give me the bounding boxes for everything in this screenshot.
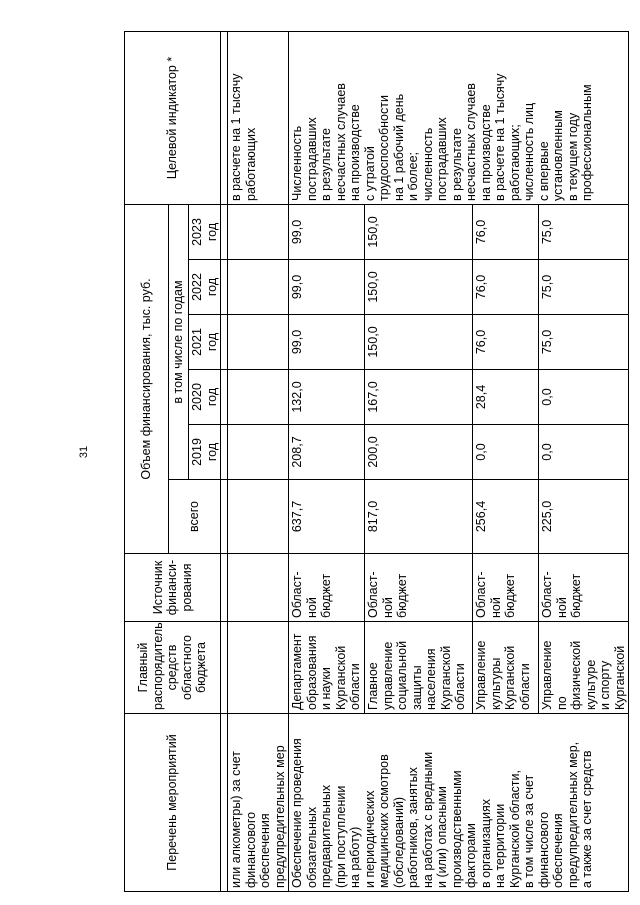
empty-cell bbox=[228, 370, 289, 425]
page-number: 31 bbox=[78, 445, 90, 459]
indicator-cell: в расчете на 1 тысячу работающих bbox=[228, 31, 289, 204]
source-cell: Област- ной бюджет bbox=[365, 554, 473, 622]
year-value: 0,0 bbox=[473, 425, 539, 480]
year-value: 0,0 bbox=[539, 425, 629, 480]
gap-cell bbox=[221, 425, 228, 480]
year-value: 0,0 bbox=[539, 370, 629, 425]
header-year: 2020 год bbox=[189, 370, 221, 425]
year-value: 150,0 bbox=[365, 260, 473, 315]
year-value: 200,0 bbox=[365, 425, 473, 480]
header-source: Источник финанси-рования bbox=[125, 554, 221, 622]
header-year: 2021 год bbox=[189, 315, 221, 370]
empty-cell bbox=[228, 260, 289, 315]
gap-cell bbox=[221, 622, 228, 714]
table-row bbox=[289, 31, 365, 891]
header-volume: Объем финансирования, тыс. руб. bbox=[125, 204, 169, 553]
year-value: 99,0 bbox=[289, 204, 365, 259]
year-value: 75,0 bbox=[539, 315, 629, 370]
empty-cell bbox=[228, 204, 289, 259]
table-row-continuation bbox=[228, 31, 289, 891]
year-value: 75,0 bbox=[539, 204, 629, 259]
header-by-years: в том числе по годам bbox=[169, 204, 189, 479]
gap-cell bbox=[221, 260, 228, 315]
gap-cell bbox=[221, 554, 228, 622]
manager-cell: Главное управление социальной защиты населения Курганской области bbox=[365, 622, 473, 714]
manager-cell: Управление культуры Курганской области bbox=[473, 622, 539, 714]
header-year: 2019 год bbox=[189, 425, 221, 480]
rotated-table-container bbox=[124, 32, 627, 892]
year-value: 167,0 bbox=[365, 370, 473, 425]
year-value: 208,7 bbox=[289, 425, 365, 480]
total-cell: 817,0 bbox=[365, 480, 473, 554]
empty-cell bbox=[228, 554, 289, 622]
year-value: 76,0 bbox=[473, 315, 539, 370]
measure-cell: или алкометры) за счет финансового обеспечения предупредительных мер bbox=[228, 714, 289, 892]
gap-cell bbox=[221, 370, 228, 425]
header-manager: Главный распорядитель средств областного бюджета bbox=[125, 622, 221, 714]
header-measures: Перечень мероприятий bbox=[125, 714, 221, 892]
header-indicator: Целевой индикатор * bbox=[125, 31, 221, 204]
manager-cell: Департамент образования и науки Курганской области bbox=[289, 622, 365, 714]
year-value: 99,0 bbox=[289, 315, 365, 370]
total-cell: 225,0 bbox=[539, 480, 629, 554]
gap-cell bbox=[221, 714, 228, 892]
measure-cell: Обеспечение проведения обязательных предварительных (при поступлении на работу) и периодических медицинских осмотров (обследований) работников, занятых на работах с вредными и (или) опасными производственными факторами в организациях на территории Курганской области, в том числе за счет финансового обеспечения предупредительных мер, а также за счет средств bbox=[289, 714, 629, 892]
gap-cell bbox=[221, 315, 228, 370]
total-cell: 256,4 bbox=[473, 480, 539, 554]
empty-cell bbox=[228, 480, 289, 554]
year-value: 75,0 bbox=[539, 260, 629, 315]
indicator-cell: Численность пострадавших в результате несчастных случаев на производстве с утратой трудоспособности на 1 рабочий день и более; численность пострадавших в результате несчастных случаев на производстве в расчете на 1 тысячу работающих; численность лиц с впервые установленным в текущем году профессиональным bbox=[289, 31, 629, 204]
empty-cell bbox=[228, 622, 289, 714]
year-value: 150,0 bbox=[365, 204, 473, 259]
gap-cell bbox=[221, 204, 228, 259]
year-value: 99,0 bbox=[289, 260, 365, 315]
year-value: 132,0 bbox=[289, 370, 365, 425]
empty-cell bbox=[228, 315, 289, 370]
source-cell: Област- ной бюджет bbox=[473, 554, 539, 622]
manager-cell: Управление по физической культуре и спорту Курганской bbox=[539, 622, 629, 714]
empty-cell bbox=[228, 425, 289, 480]
header-total: всего bbox=[169, 480, 221, 554]
financing-table bbox=[124, 31, 629, 892]
header-year: 2022 год bbox=[189, 260, 221, 315]
gap-cell bbox=[221, 31, 228, 204]
header-year: 2023 год bbox=[189, 204, 221, 259]
year-value: 76,0 bbox=[473, 204, 539, 259]
total-cell: 637,7 bbox=[289, 480, 365, 554]
gap-cell bbox=[221, 480, 228, 554]
year-value: 76,0 bbox=[473, 260, 539, 315]
year-value: 150,0 bbox=[365, 315, 473, 370]
source-cell: Област- ной бюджет bbox=[539, 554, 629, 622]
year-value: 28,4 bbox=[473, 370, 539, 425]
source-cell: Област- ной бюджет bbox=[289, 554, 365, 622]
